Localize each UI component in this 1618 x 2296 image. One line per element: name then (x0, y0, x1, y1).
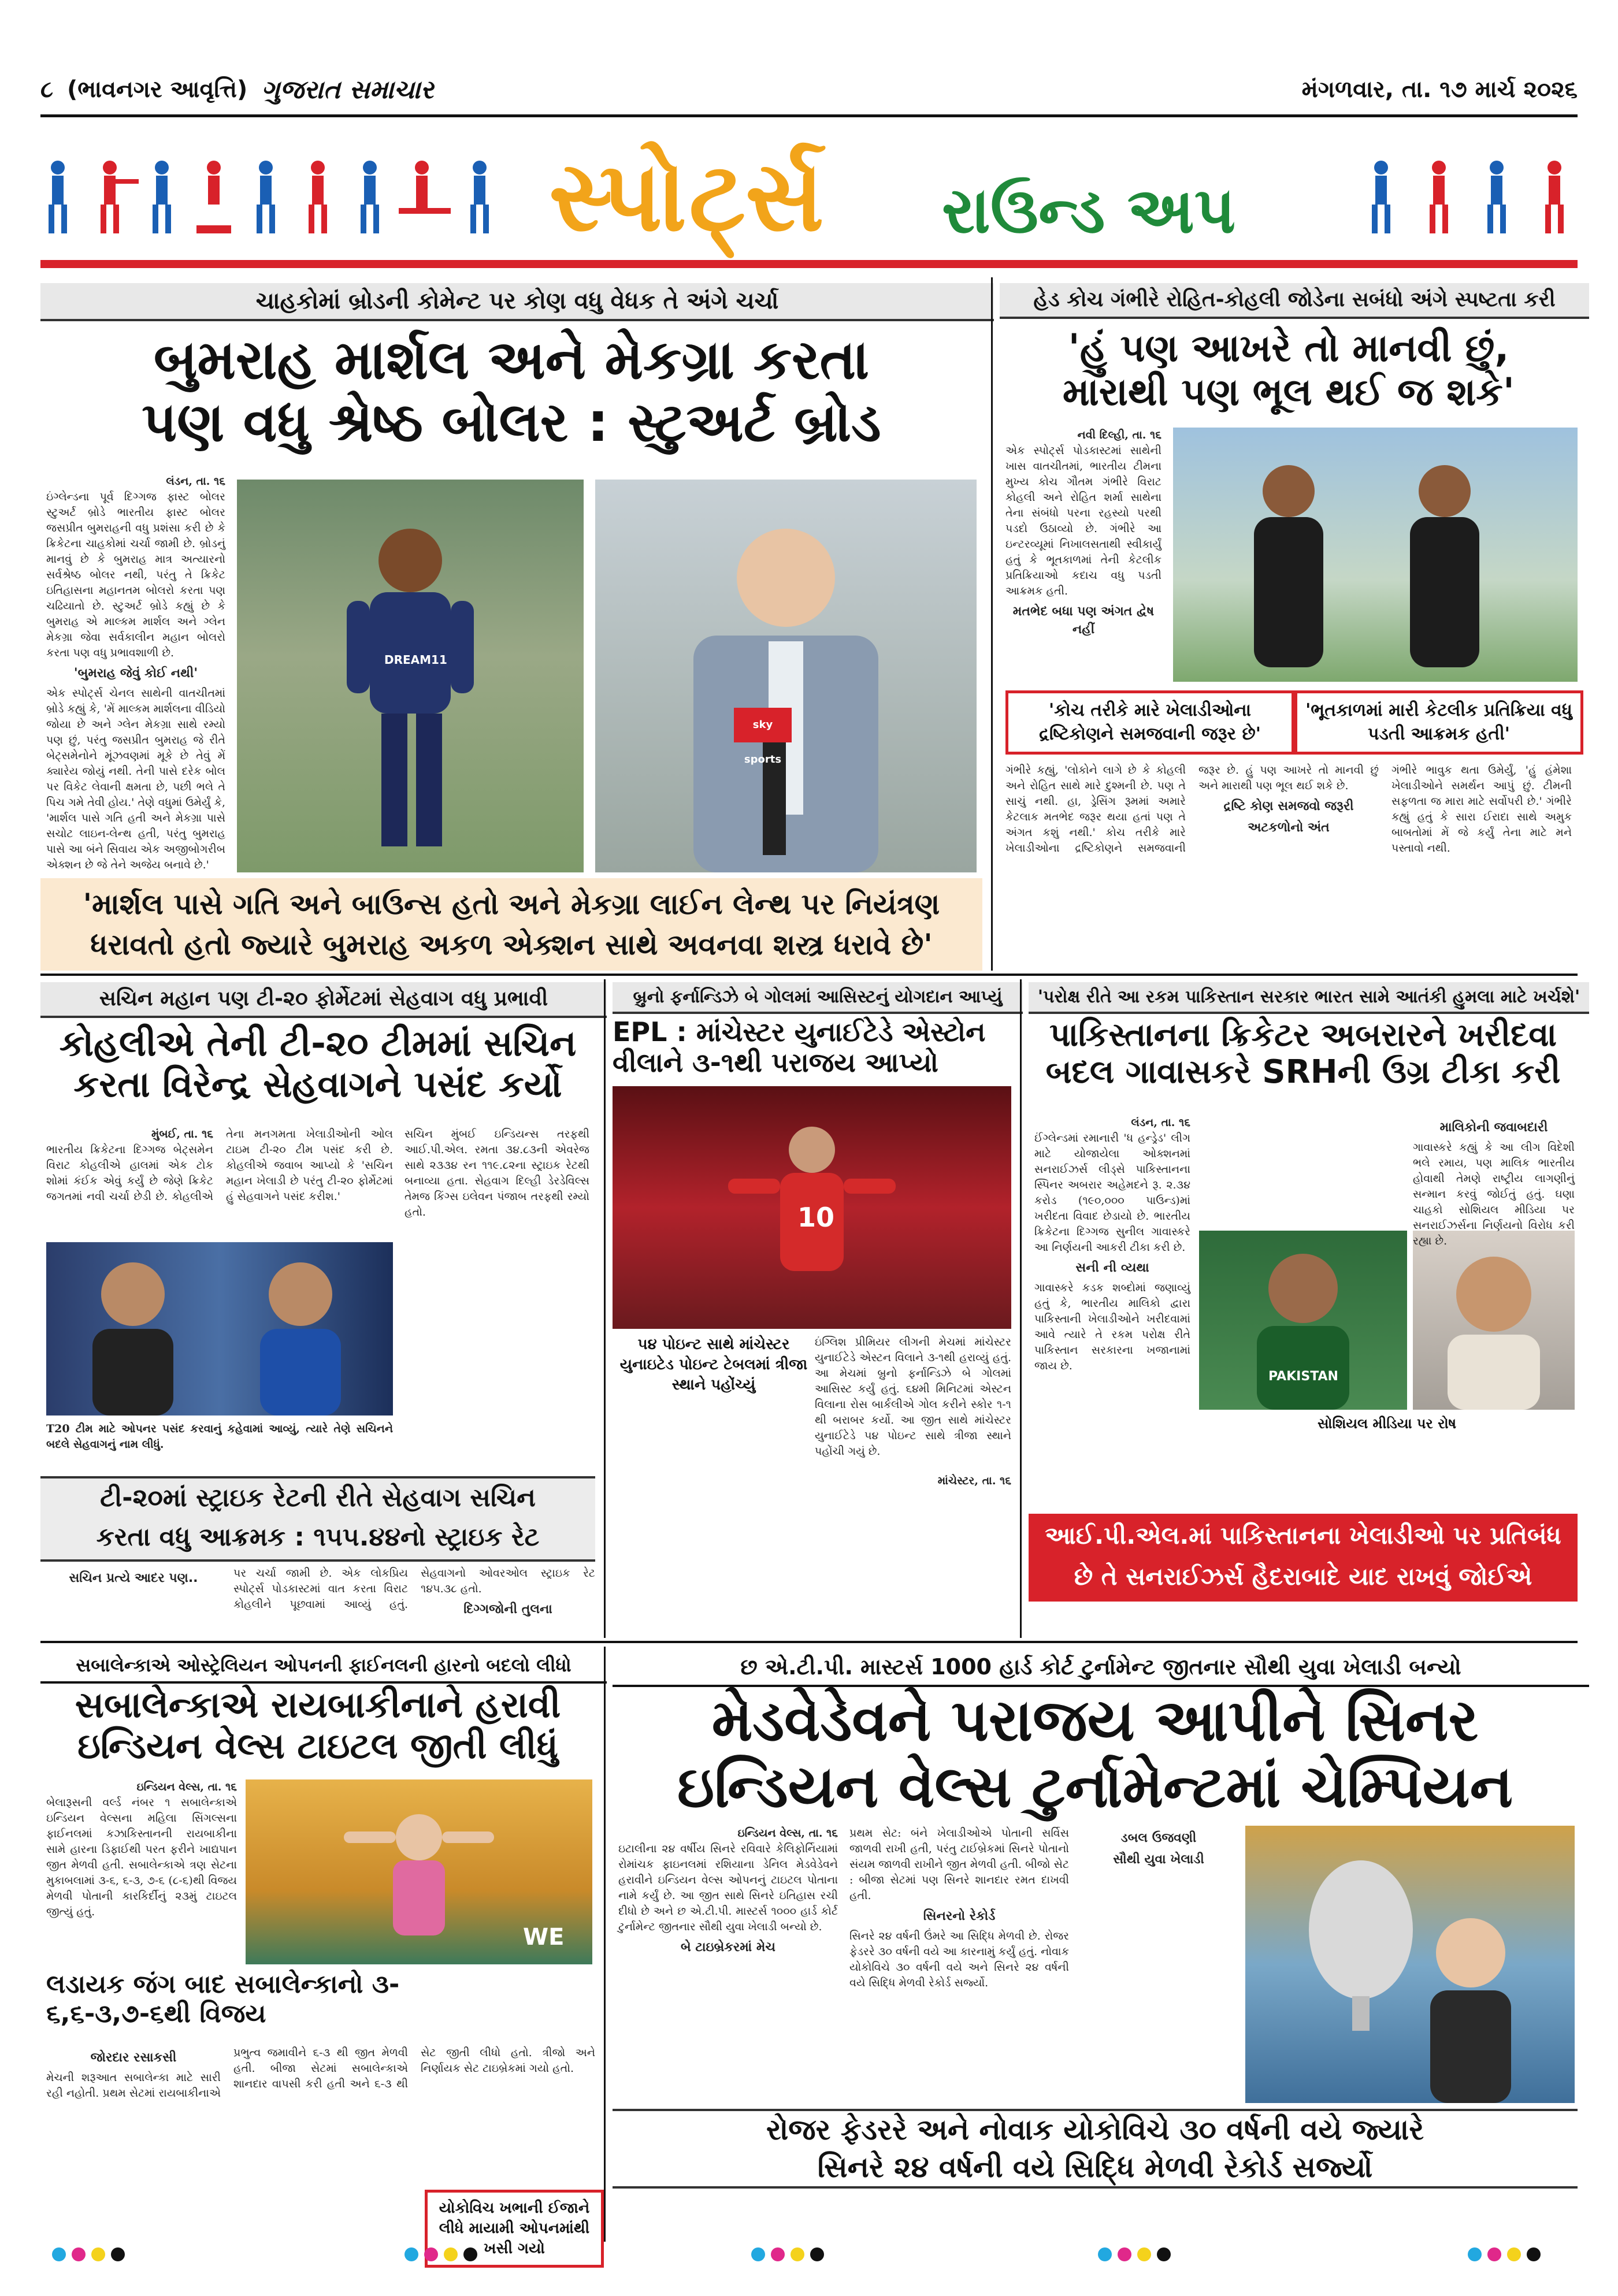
story5-subhead-b: માલિકોની જવાબદારી (1439, 1120, 1548, 1135)
story3-dateline: મુંબઈ, તા. ૧૬ (151, 1128, 213, 1140)
story6-col1 (46, 1779, 237, 1964)
gambhir-photo (1173, 428, 1578, 682)
cyan-dot (1098, 2247, 1112, 2261)
story4-headline-line1: EPL : માંચેસ્ટર યુનાઈટેડે એસ્ટોન (613, 1016, 986, 1047)
story3-bottom-text (46, 1566, 595, 1635)
story3-headline-line2: કરતા વિરેન્દ્ર સેહવાગને પસંદ કર્યો (73, 1063, 562, 1106)
yellow-dot (1137, 2247, 1151, 2261)
story1-dateline: લંડન, તા. ૧૬ (166, 475, 225, 488)
story6-dateline: ઇન્ડિયન વેલ્સ, તા. ૧૬ (136, 1781, 237, 1793)
broad-photo (595, 480, 977, 872)
gavaskar-photo (1413, 1231, 1575, 1410)
story3-body-b: સચિન મુંબઈ ઇન્ડિયન્સ તરફથી આઈ.પી.એલ. રમતા ૩૪.૮૩ની એવરેજ સાથે ૨૩૩૪ રન ૧૧૯.૮૨ના સ્ટ્રાઇક રેટથી બનાવ્યા હતા. સેહવાગ દિલ્હી ડેરડેવિલ્સ તેમજ કિંગ્સ ઇલેવન પંજાબ તરફથી રમ્યો હતો. (404, 1128, 589, 1218)
bumrah-figure-icon (237, 480, 584, 872)
story7-headline-line2: ઇન્ડિયન વેલ્સ ટુર્નામેન્ટમાં ચેમ્પિયન (677, 1753, 1513, 1821)
registration-dots-mid2 (751, 2247, 824, 2261)
story2-subhead-c: અટકળોનો અંત (1248, 820, 1330, 835)
page-number: ૮ (40, 76, 53, 103)
story5-banner-line2: છે તે સનરાઈઝર્સ હૈદરાબાદે યાદ રાખવું જોઈએ (1074, 1562, 1532, 1591)
story2-subhead-b: દ્રષ્ટિ કોણ સમજવો જરૂરી (1223, 798, 1354, 813)
story7-body-b: પ્રથમ સેટ: બંને ખેલાડીઓએ પોતાની સર્વિસ જાળવી રાખી હતી, પરંતુ ટાઈબ્રેકમાં સિનરે પોતાનો સંયમ જાળવી રાખીને જીત મેળવી હતી. બીજો સેટ : બીજા સેટમાં પણ સિનરે શાનદાર રમત દાખવી હતી. (849, 1827, 1069, 1902)
story3-highlight (40, 1476, 595, 1562)
story5-subhead-a: સની ની વ્યથા (1075, 1260, 1149, 1275)
yellow-dot (791, 2247, 804, 2261)
story2-kicker: હેડ કોચ ગંભીરે રોહિત-કોહલી જોડેના સબંધો અંગે સ્પષ્ટતા કરી (1000, 283, 1589, 319)
story7-body-a: ઇટાલીના ૨૪ વર્ષીય સિનરે રવિવારે કેલિફોર્નિયામાં રોમાંચક ફાઇનલમાં રશિયાના ડેનિલ મેડવેડેવને હરાવીને ઇન્ડિયન વેલ્સ ઓપનનું ટાઇટલ પોતાના નામે કર્યું છે. આ જીત સાથે સિનરે ઇતિહાસ રચી દીધો છે અને છ એ.ટી.પી. માસ્ટર્સ ૧૦૦૦ હાર્ડ કોર્ટ ટુર્નામેન્ટ જીતનાર સૌથી યુવા ખેલાડી બન્યો છે. (618, 1842, 838, 1933)
story6-score-line2: ૬,૬-૩,૭-૬થી વિજય (46, 1998, 266, 2028)
story4-headline (613, 1017, 1011, 1078)
story4-headline-line2: વીલાને ૩-૧થી પરાજય આપ્યો (613, 1046, 938, 1078)
story6-score-line1: લડાયક જંગ બાદ સબાલેન્કાનો ૩- (46, 1970, 400, 1999)
story2-headline (1000, 326, 1578, 414)
magenta-dot (72, 2247, 86, 2261)
masthead-title: સ્પોર્ટ્સ (549, 139, 827, 253)
pakistan-jersey: PAKISTAN (1268, 1369, 1338, 1384)
story3-kicker: સચિન મહાન પણ ટી-૨૦ ફોર્મેટમાં સેહવાગ વધુ પ્રભાવી (40, 982, 607, 1018)
registration-dots-left (52, 2247, 125, 2261)
story5-banner-line1: આઈ.પી.એલ.માં પાકિસ્તાનના ખેલાડીઓ પર પ્રતિબંધ (1045, 1521, 1561, 1550)
story7-banner-line2: સિનરે ૨૪ વર્ષની વયે સિદ્ધિ મેળવી રેકોર્ડ સર્જ્યો (817, 2150, 1373, 2184)
story2-cols (1005, 763, 1572, 959)
story5-banner (1029, 1514, 1578, 1602)
story4-dateline: માંચેસ્ટર, તા. ૧૬ (937, 1474, 1011, 1487)
story4-side-text (815, 1335, 1011, 1467)
row-rule-2 (40, 1641, 1578, 1643)
story4-bottom-text (618, 1473, 1011, 1635)
cyan-dot (52, 2247, 66, 2261)
sports-icons-right (1364, 156, 1578, 243)
story7-headline-line1: મેડવેડેવને પરાજય આપીને સિનર (711, 1686, 1479, 1754)
cyan-dot (751, 2247, 765, 2261)
story2-headline-line1: 'હું પણ આખરે તો માનવી છું, (1068, 326, 1509, 370)
story2-pull2: 'ભૂતકાળમાં મારી કેટલીક પ્રતિક્રિયા વધુ પડતી આક્રમક હતી' (1294, 690, 1583, 755)
magenta-dot (1118, 2247, 1131, 2261)
story4-body: ઇંગ્લિશ પ્રીમિયર લીગની મેચમાં માંચેસ્ટર યુનાઈટેડે એસ્ટન વિલાને ૩-૧થી હરાવ્યું હતું. આ મેચમાં બ્રુનો ફર્નાન્ડિઝે બે ગોલમાં આસિસ્ટ કર્યું હતું. ૬૪મી મિનિટમાં એસ્ટન વિલાના રોસ બાર્કલીએ ગોલ કરીને સ્કોર ૧-૧ થી બરાબર કર્યો. આ જીત સાથે માંચેસ્ટર યુનાઈટેડે ૫૪ પોઇન્ટ સાથે ત્રીજા સ્થાને પહોંચી ગયું છે. (815, 1336, 1011, 1458)
black-dot (463, 2247, 477, 2261)
story6-kicker: સબાલેન્કાએ ઓસ્ટ્રેલિયન ઓપનની ફાઈનલની હારનો બદલો લીધો (40, 1649, 607, 1684)
story6-headline-line1: સબાલેન્કાએ રાયબાકીનાને હરાવી (75, 1684, 561, 1726)
sabalenka-photo (246, 1779, 592, 1964)
kohli-sehwag-photo (46, 1242, 393, 1416)
masthead (40, 133, 1578, 254)
story5-col3 (1413, 1115, 1575, 1248)
story2-body-a: એક સ્પોર્ટ્સ પોડકાસ્ટમાં સાથેની ખાસ વાતચીતમાં, ભારતીય ટીમના મુખ્ય કોચ ગૌતમ ગંભીરે વિરાટ કોહલી અને રોહિત શર્મા સાથેના તેના સંબંધો પરના રહસ્યો પરથી પડદો ઉઠાવ્યો છે. ગંભીરે આ ઇન્ટરવ્યૂમાં નિખાલસતાથી સ્વીકાર્યું હતું કે ભૂતકાળમાં તેની કેટલીક પ્રતિક્રિયાઓ કદાચ વધુ પડતી આક્રમક હતી. (1005, 444, 1161, 597)
registration-dots-right (1468, 2247, 1541, 2261)
story7-kicker: છ એ.ટી.પી. માસ્ટર્સ 1000 હાર્ડ કોર્ટ ટુર્નામેન્ટ જીતનાર સૌથી યુવા ખેલાડી બન્યો (613, 1649, 1589, 1687)
story7-col3 (1081, 1826, 1237, 2103)
column-divider-3 (1020, 979, 1022, 1638)
masthead-subtitle: રાઉન્ડ અપ (942, 173, 1236, 247)
story3-photo-caption: T20 ટીમ માટે ઓપનર પસંદ કરવાનું કહેવામાં આવ્યું, ત્યારે તેણે સચિનને બદલે સેહવાગનું નામ લીધું. (46, 1422, 393, 1451)
story7-body-c: સિનરે ૨૪ વર્ષની ઉંમરે આ સિદ્ધિ મેળવી છે. રોજર ફેડરરે ૩૦ વર્ષની વયે આ કારનામું કર્યું હતું. નોવાક યોકોવિચે ૩૦ વર્ષની વયે અને સિનરે ૨૪ વર્ષની વયે સિદ્ધિ મેળવી રેકોર્ડ સર્જ્યો. (849, 1930, 1069, 1989)
sky-sports-mic: sky sports (734, 708, 792, 742)
story2-headline-line2: મારાથી પણ ભૂલ થઈ જ શકે' (1062, 369, 1515, 414)
story1-headline-line2: પણ વધુ શ્રેષ્ઠ બોલર : સ્ટુઅર્ટ બ્રોડ (142, 391, 881, 455)
story7-banner-line1: રોજર ફેડરરે અને નોવાક યોકોવિચે ૩૦ વર્ષની વયે જ્યારે (766, 2113, 1424, 2146)
story7-subhead-a: બે ટાઇબ્રેકરમાં મેચ (681, 1940, 775, 1955)
story1-headline-line1: બુમરાહ માર્શલ અને મેકગ્રા કરતા (153, 329, 870, 392)
story1-quote-line1: 'માર્શલ પાસે ગતિ અને બાઉન્સ હતો અને મેકગ્રા લાઈન લેન્થ પર નિયંત્રણ (83, 887, 940, 921)
story3-headline-line1: કોહલીએ તેની ટી-૨૦ ટીમમાં સચિન (59, 1022, 577, 1064)
gavaskar-figure-icon (1413, 1231, 1575, 1410)
black-dot (1527, 2247, 1541, 2261)
column-divider-2 (604, 979, 606, 1638)
story3-subhead-b: દિગ્ગજોની તુલના (463, 1602, 552, 1617)
story2-col1 (1005, 428, 1161, 682)
story5-dateline: લંડન, તા. ૧૬ (1131, 1116, 1190, 1129)
story2-dateline: નવી દિલ્હી, તા. ૧૬ (1077, 429, 1161, 441)
story6-body-b: મેચની શરૂઆત સબાલેન્કા માટે સારી રહી નહોતી. પ્રથમ સેટમાં રાયબાકીનાએ પ્રભુત્વ જમાવીને ૬-૩ થી જીત મેળવી હતી. બીજા સેટમાં સબાલેન્કાએ શાનદાર વાપસી કરી હતી અને ૬-૩ થી સેટ જીતી લીધો હતો. ત્રીજો અને નિર્ણાયક સેટ ટાઇબ્રેકમાં ગયો હતો. (46, 2046, 595, 2100)
story3-top-text (46, 1127, 393, 1236)
jersey-number: 10 (797, 1202, 835, 1233)
magenta-dot (771, 2247, 785, 2261)
sports-icons-left (40, 156, 537, 243)
story1-body-a: ઇંગ્લેન્ડના પૂર્વ દિગ્ગજ ફાસ્ટ બોલર સ્ટુઅર્ટ બ્રોડે ભારતીય ફાસ્ટ બોલર જસપ્રીત બુમરાહની વધુ પ્રશંસા કરી છે કે ક્રિકેટના ચાહકોમાં ચર્ચા જામી છે. બ્રોડનું માનવું છે કે બુમરાહ માત્ર અત્યારનો સર્વશ્રેષ્ઠ બોલર નથી, પરંતુ તે ક્રિકેટ ઇતિહાસના મહાનતમ બોલરો કરતા પણ ચઢિયાતો છે. સ્ટુઅર્ટ બ્રોડે કહ્યું છે કે બુમરાહ એ માલ્કમ માર્શલ અને ગ્લેન મેકગ્રા જેવા સર્વકાલીન મહાન બોલરો કરતા પણ વધુ પ્રભાવશાળી છે. (46, 490, 225, 659)
story7-headline (613, 1687, 1578, 1820)
magenta-dot (424, 2247, 438, 2261)
page-header (40, 69, 1578, 110)
registration-dots-mid3 (1098, 2247, 1171, 2261)
abrar-photo (1199, 1231, 1407, 1410)
story5-kicker: 'પરોક્ષ રીતે આ રકમ પાકિસ્તાન સરકાર ભારત સામે આતંકી હુમલા માટે ખર્ચશે' (1029, 982, 1589, 1014)
story5-body-a: ઈંગ્લેન્ડમાં રમાનારી 'ધ હન્ડ્રેડ' લીગ માટે યોજાયેલા ઓક્શનમાં સનરાઈઝર્સ લીડ્સે પાકિસ્તાનના સ્પિનર અબરાર અહેમદને રૂ. ૨.૩૪ કરોડ (૧૯૦,૦૦૦ પાઉન્ડ)માં ખરીદતા વિવાદ છેડાયો છે. ભારતીય ક્રિકેટના દિગ્ગજ સુનીલ ગાવાસ્કરે આ નિર્ણયની આકરી ટીકા કરી છે. (1034, 1131, 1190, 1254)
story6-body-a: બેલારૂસની વર્લ્ડ નંબર ૧ સબાલેન્કાએ ઇન્ડિયન વેલ્સના મહિલા સિંગલ્સના ફાઈનલમાં કઝાકિસ્તાનની રાયબાકીના સામે હારના ડિફાઈથી પરત ફરીને ખાદ્યપાન જીત મેળવી હતી. સબાલેન્કાએ ત્રણ સેટના મુકાબલામાં ૩-૬, ૬-૩, ૭-૬ (૮-૬)થી વિજય મેળવી પોતાની કારકિર્દીનું ૨૩મું ટાઇટલ જીત્યું હતું. (46, 1796, 237, 1918)
broad-figure-icon (595, 480, 977, 872)
story1-headline (40, 329, 982, 454)
yellow-dot (1507, 2247, 1521, 2261)
kohli-sehwag-figures-icon (46, 1242, 393, 1416)
dream11-logo: DREAM11 (384, 653, 447, 667)
yellow-dot (91, 2247, 105, 2261)
story1-quote (40, 878, 982, 971)
story3-highlight-line2: કરતા વધુ આક્રમક : ૧૫૫.૪૪નો સ્ટ્રાઇક રેટ (96, 1522, 540, 1552)
story7-subhead-d: સૌથી યુવા ખેલાડી (1113, 1852, 1204, 1867)
story6-headline (40, 1684, 595, 1767)
story1-col1 (46, 474, 225, 872)
story4-caption: ૫૪ પોઇન્ટ સાથે માંચેસ્ટર યુનાઇટેડ પોઇન્ટ ટેબલમાં ત્રીજા સ્થાને પહોંચ્યું (619, 1336, 808, 1394)
story5-photo-caption: સોશિયલ મીડિયા પર રોષ (1318, 1416, 1456, 1432)
sinner-photo (1245, 1826, 1575, 2103)
yokovic-box: યોકોવિચ ખભાની ઈજાને લીધે માયામી ઓપનમાંથી ખસી ગયો (425, 2190, 604, 2268)
gambhir-figures-icon (1173, 428, 1578, 682)
story3-subhead-a: સચિન પ્રત્યે આદર પણ.. (69, 1571, 198, 1585)
story7-banner (613, 2109, 1578, 2189)
story3-body-c: પર ચર્ચા જામી છે. એક લોકપ્રિય સ્પોર્ટ્સ પોડકાસ્ટમાં વાત કરતા વિરાટ કોહલીને પૂછવામાં આવ્યું હતું. સેહવાગનો ઓવરઓલ સ્ટ્રાઇક રેટ ૧૪૫.૩૮ હતો. (233, 1567, 595, 1611)
registration-dots-mid1 (404, 2247, 477, 2261)
black-dot (111, 2247, 125, 2261)
story4-kicker: બ્રુનો ફર્નાન્ડિઝે બે ગોલમાં આસિસ્ટનું યોગદાન આપ્યું (613, 982, 1023, 1014)
story6-subhead-a: જોરદાર રસાકસી (90, 2050, 177, 2065)
sinner-trophy-icon (1245, 1826, 1575, 2103)
cyan-dot (1468, 2247, 1482, 2261)
column-divider-4 (604, 1647, 606, 2242)
story5-headline-line1: પાકિસ્તાનના ક્રિકેટર અબરારને ખરીદવા (1049, 1016, 1557, 1054)
story2-subhead-a: મતભેદ બધા પણ અંગત દ્વેષ નહીં (1012, 604, 1155, 637)
story3-body-a: ભારતીય ક્રિકેટના દિગ્ગજ બેટ્સમેન વિરાટ કોહલીએ હાલમાં એક ટોક શોમાં કંઈક એવું કર્યું છે જેણે ક્રિકેટ જગતમાં નવી ચર્ચા છેડી છે. કોહલીએ તેના મનગમતા ખેલાડીઓની ઓલ ટાઇમ ટી-૨૦ ટીમ પસંદ કરી છે. કોહલીએ જવાબ આપ્યો કે 'સચિન મહાન ખેલાડી છે પરંતુ ટી-૨૦ ફોર્મેટમાં હું સેહવાગને પસંદ કરીશ.' (46, 1128, 393, 1203)
column-divider-1 (991, 277, 993, 971)
story3-highlight-line1: ટી-૨૦માં સ્ટ્રાઇક રેટની રીતે સેહવાગ સચિન (100, 1483, 536, 1513)
edition-label: (ભાવનગર આવૃત્તિ) (67, 76, 248, 103)
story7-subhead-c: ડબલ ઉજવણી (1120, 1831, 1197, 1845)
page-date: મંગળવાર, તા. ૧૭ માર્ચ ૨૦૨૬ (1301, 76, 1578, 103)
story7-dateline: ઇન્ડિયન વેલ્સ, તા. ૧૬ (737, 1827, 838, 1840)
black-dot (810, 2247, 824, 2261)
story6-headline-line2: ઇન્ડિયન વેલ્સ ટાઇટલ જીતી લીધું (77, 1725, 558, 1767)
story5-body-c: ગાવાસ્કરે કહ્યું કે આ લીગ વિદેશી ભલે રમાય, પણ માલિક ભારતીય હોવાથી તેમણે રાષ્ટ્રીય લાગણીનું સન્માન કરવું જોઈતું હતું. ઘણા ચાહકો સોશિયલ મીડિયા પર સનરાઈઝર્સના નિર્ણયનો વિરોધ કરી રહ્યા છે. (1413, 1141, 1575, 1248)
cyan-dot (404, 2247, 418, 2261)
story3-headline (40, 1023, 595, 1105)
bumrah-photo (237, 480, 584, 872)
story3-right-text (404, 1127, 589, 1439)
court-logo: WE (523, 1924, 565, 1951)
masthead-rule (40, 260, 1578, 268)
header-rule (40, 114, 1578, 117)
story5-headline-line2: બદલ ગાવાસકરે SRHની ઉગ્ર ટીકા કરી (1045, 1053, 1561, 1091)
story5-col1 (1034, 1115, 1190, 1508)
yellow-dot (444, 2247, 458, 2261)
story7-subhead-b: સિનરનો રેકોર્ડ (923, 1908, 996, 1923)
epl-photo (613, 1086, 1011, 1329)
story1-quote-line2: ધરાવતો હતો જ્યારે બુમરાહ અકળ એક્શન સાથે અવનવા શસ્ત્ર ધરાવે છે' (90, 928, 933, 961)
row-rule-1 (40, 974, 1578, 976)
story5-body-b: ગાવાસ્કરે કડક શબ્દોમાં જણાવ્યું હતું કે, ભારતીય માલિકો દ્વારા પાકિસ્તાની ખેલાડીઓને ખરીદવામાં આવે ત્યારે તે રકમ પરોક્ષ રીતે પાકિસ્તાન સરકારના ખજાનામાં જાય છે. (1034, 1281, 1190, 1372)
magenta-dot (1487, 2247, 1501, 2261)
story1-body-b: એક સ્પોર્ટ્સ ચેનલ સાથેની વાતચીતમાં બ્રોડે કહ્યું કે, 'મેં માલ્કમ માર્શલના વીડિયો જોયા છે અને ગ્લેન મેકગ્રા સાથે રમ્યો પણ છું, પરંતુ જસપ્રીત બુમરાહ જે રીતે બેટ્સમેનોને મૂંઝવણમાં મૂકે છે તેવું મેં ક્યારેય જોયું નથી. તેની પાસે દરેક બોલ પર વિકેટ લેવાની ક્ષમતા છે, પછી ભલે તે પિચ ગમે તેવી હોય.' તેણે વધુમાં ઉમેર્યું કે, 'માર્શલ પાસે ગતિ હતી અને મેકગ્રા પાસે સચોટ લાઇન-લેન્થ હતી, પરંતુ બુમરાહ પાસે આ બંને સિવાય એક અજીબોગરીબ એક્શન છે જે તેને અજેય બનાવે છે.' (46, 686, 225, 871)
story5-headline (1029, 1017, 1578, 1091)
paper-logo: ગુજરાત સમાચાર (261, 75, 434, 105)
story2-pull1: 'કોચ તરીકે મારે ખેલાડીઓના દ્રષ્ટિકોણને સમજવાની જરૂર છે' (1005, 690, 1294, 755)
story1-subhead-a: 'બુમરાહ જેવું કોઈ નથી' (73, 666, 198, 681)
story6-score (46, 1970, 422, 2028)
black-dot (1157, 2247, 1171, 2261)
story2-body-c: ગંભીરે ભાવુક થતા ઉમેર્યું, 'હું હંમેશા ખેલાડીઓને સમર્થન આપું છું. ટીમની સફળતા જ મારા માટે સર્વોપરી છે.' ગંભીરે કહ્યું હતું કે સારા ઈરાદા સાથે અમુક બાબતોમાં મેં જે કર્યું તેના માટે મને પસ્તાવો નથી. (1391, 764, 1572, 855)
story2-body-b: ગંભીરે કહ્યું, 'લોકોને લાગે છે કે કોહલી અને રોહિત સાથે મારે દુશ્મની છે. પણ તે સાચું નથી. હા, ડ્રેસિંગ રૂમમાં અમારે કેટલાક મતભેદ જરૂર થયા હતાં પણ તે અંગત કશું નથી.' કોચ તરીકે મારે ખેલાડીઓના દ્રષ્ટિકોણને સમજવાની જરૂર છે. હું પણ આખરે તો માનવી છું અને મારાથી પણ ભૂલ થઈ શકે છે. (1005, 764, 1379, 855)
story1-kicker: ચાહકોમાં બ્રોડની કોમેન્ટ પર કોણ વધુ વેધક તે અંગે ચર્ચા (40, 283, 994, 321)
